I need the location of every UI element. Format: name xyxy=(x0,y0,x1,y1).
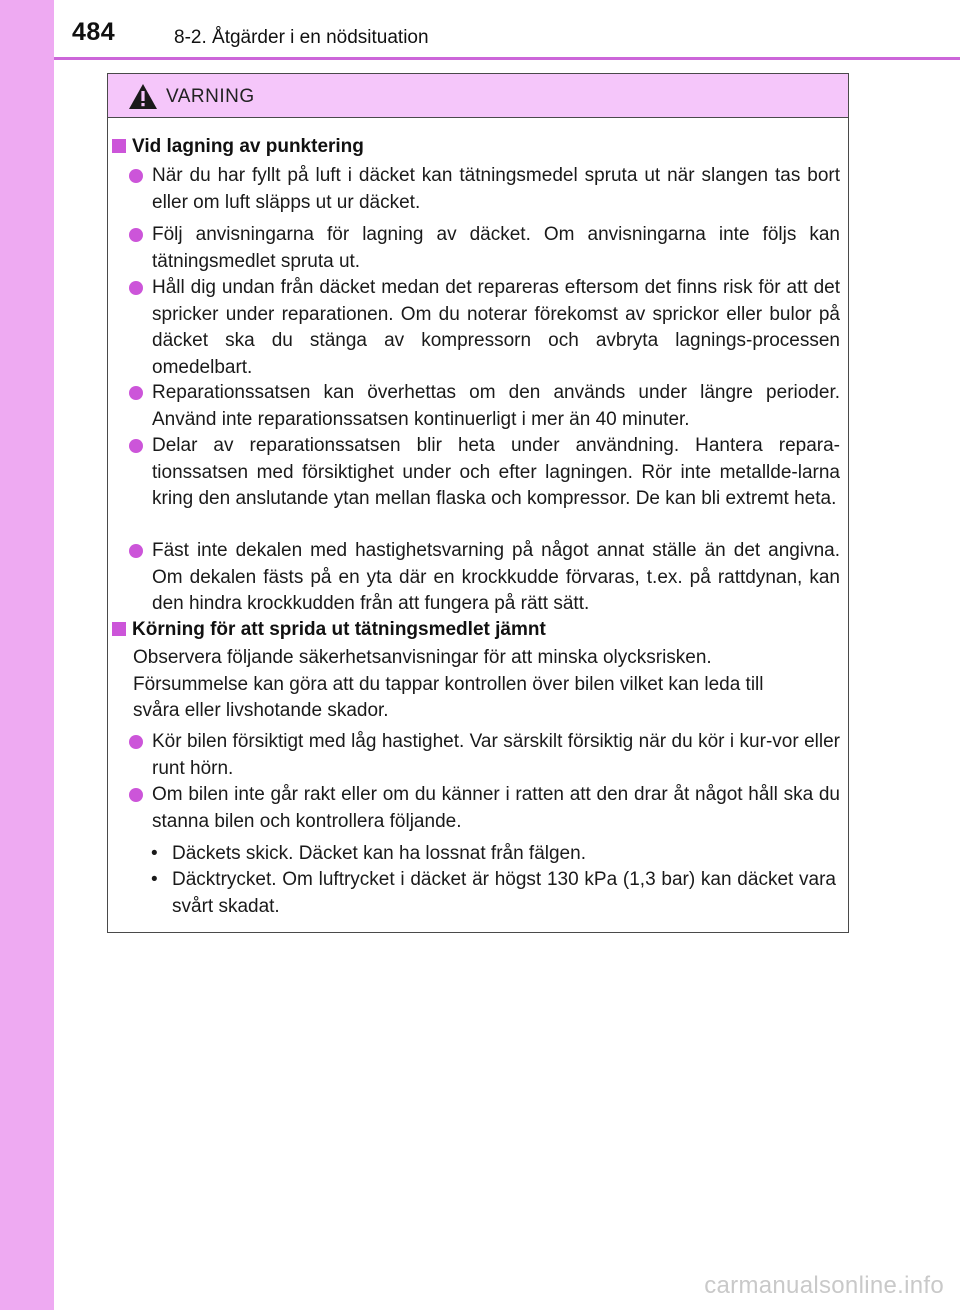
footer-watermark: carmanualsonline.info xyxy=(704,1272,944,1299)
header-rule xyxy=(54,57,960,60)
list-item: Kör bilen försiktigt med låg hastighet. Var särskilt försiktig när du kör i kur-vor eller runt hörn. xyxy=(129,729,840,782)
page-number: 484 xyxy=(72,18,116,46)
sub-bullet-item: • Däckets skick. Däcket kan ha lossnat från fälgen. xyxy=(151,841,836,868)
list-item: När du har fyllt på luft i däcket kan tätningsmedel spruta ut när slangen tas bort eller om luft släpps ut ur däcket. xyxy=(129,163,840,216)
section-title-driving: Körning för att sprida ut tätningsmedlet jämnt xyxy=(112,619,546,641)
list-item: Fäst inte dekalen med hastighetsvarning på något annat ställe än det angivna. Om dekalen fästs på en yta där en krockkudde förvaras, t.ex. på rattdynan, kan den hindra krockkudden från att fungera på rätt sätt. xyxy=(129,538,840,618)
section-heading: 8-2. Åtgärder i en nödsituation xyxy=(174,27,429,48)
round-bullet-icon xyxy=(129,735,143,749)
warning-header xyxy=(108,74,848,118)
small-bullet-icon: • xyxy=(151,843,158,864)
warning-title: VARNING xyxy=(166,86,255,107)
sub-bullet-item: • Däcktrycket. Om luftrycket i däcket är högst 130 kPa (1,3 bar) kan däcket vara svårt skadat. xyxy=(151,869,836,917)
side-color-strip xyxy=(0,0,54,1310)
warning-triangle-icon xyxy=(128,83,158,110)
list-item: Delar av reparationssatsen blir heta under användning. Hantera repara-tionssatsen med försiktighet under och efter lagningen. Rör inte metallde-larna kring den anslutande ytan mellan flaska och kompressor. De kan bli extremt heta. xyxy=(129,433,840,513)
warning-content xyxy=(108,118,848,932)
square-bullet-icon xyxy=(112,139,126,153)
round-bullet-icon xyxy=(129,386,143,400)
list-item: Om bilen inte går rakt eller om du känner i ratten att den drar åt något håll ska du stanna bilen och kontrollera följande. xyxy=(129,782,840,835)
list-item: Följ anvisningarna för lagning av däcket. Om anvisningarna inte följs kan tätningsmedlet spruta ut. xyxy=(129,222,840,275)
section-intro: Observera följande säkerhetsanvisningar för att minska olycksrisken. Försummelse kan göra att du tappar kontrollen över bilen vilket kan leda till svåra eller livshotande skador. xyxy=(133,647,764,721)
round-bullet-icon xyxy=(129,788,143,802)
round-bullet-icon xyxy=(129,544,143,558)
list-item: Håll dig undan från däcket medan det repareras eftersom det finns risk för att det spricker under reparationen. Om du noterar förekomst av sprickor eller bulor på däcket ska du stänga av kompressorn och avbryta lagnings-processen omedelbart. xyxy=(129,275,840,381)
round-bullet-icon xyxy=(129,281,143,295)
small-bullet-icon: • xyxy=(151,869,158,890)
round-bullet-icon xyxy=(129,169,143,183)
warning-box xyxy=(107,73,849,933)
section-title-puncture: Vid lagning av punktering xyxy=(112,136,364,158)
list-item: Reparationssatsen kan överhettas om den används under längre perioder. Använd inte reparationssatsen kontinuerligt i mer än 40 minuter. xyxy=(129,380,840,433)
round-bullet-icon xyxy=(129,439,143,453)
square-bullet-icon xyxy=(112,622,126,636)
round-bullet-icon xyxy=(129,228,143,242)
